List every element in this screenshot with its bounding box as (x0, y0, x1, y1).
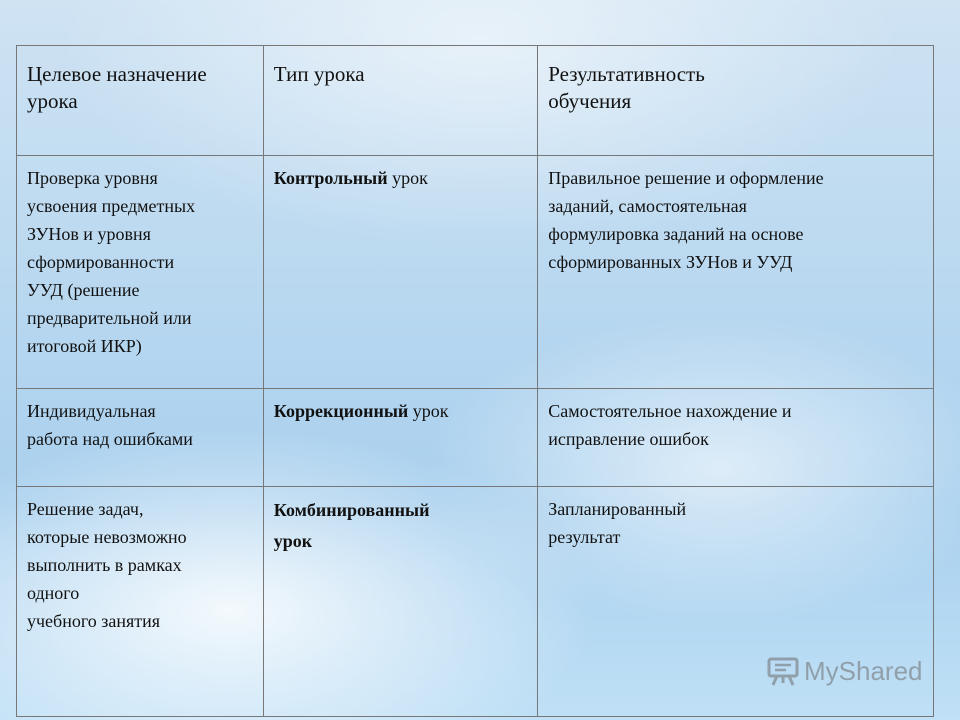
myshared-watermark (766, 654, 923, 688)
type-name: Комбинированный урок (273, 500, 430, 551)
header-cell-purpose: Целевое назначение урока (17, 46, 264, 156)
cell-purpose: Решение задач, которые невозможно выполнить в рамках одного учебного занятия (17, 487, 264, 717)
table-header-row (17, 46, 934, 156)
cell-result: Самостоятельное нахождение и исправление ошибок (538, 389, 934, 487)
lesson-types-table (16, 45, 934, 717)
presentation-board-icon (766, 654, 800, 688)
cell-type (263, 487, 537, 717)
cell-purpose: Индивидуальная работа над ошибками (17, 389, 264, 487)
table-row (17, 389, 934, 487)
cell-type (263, 389, 537, 487)
header-cell-result: Результативность обучения (538, 46, 934, 156)
table-row (17, 156, 934, 389)
type-name: Коррекционный (273, 401, 409, 421)
cell-purpose: Проверка уровня усвоения предметных ЗУНов и уровня сформированности УУД (решение предварительной или итоговой ИКР) (17, 156, 264, 389)
type-suffix: урок (408, 401, 449, 421)
type-suffix: урок (387, 168, 428, 188)
cell-result: Запланированный результат (538, 487, 934, 717)
header-cell-type: Тип урока (263, 46, 537, 156)
cell-type (263, 156, 537, 389)
watermark-text: MyShared (804, 655, 923, 686)
type-name: Контрольный (273, 168, 388, 188)
cell-result: Правильное решение и оформление заданий, самостоятельная формулировка заданий на основе сформированных ЗУНов и УУД (538, 156, 934, 389)
